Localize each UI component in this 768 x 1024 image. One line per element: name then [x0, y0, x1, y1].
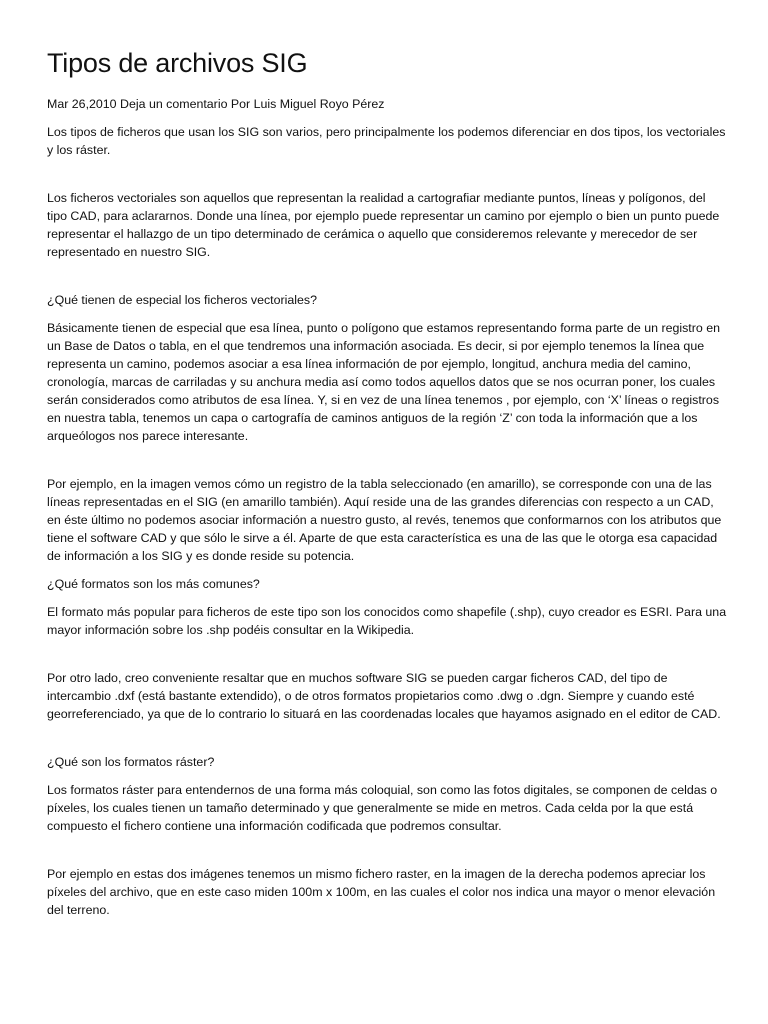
heading-especial-vectoriales: ¿Qué tienen de especial los ficheros vectoriales? [47, 293, 317, 307]
heading-formatos-raster: ¿Qué son los formatos ráster? [47, 755, 215, 769]
page-title: Tipos de archivos SIG [47, 48, 308, 78]
post-meta: Mar 26,2010 Deja un comentario Por Luis Miguel Royo Pérez [47, 97, 385, 111]
paragraph-vectoriales: Los ficheros vectoriales son aquellos que representan la realidad a cartografiar mediante puntos, líneas y polígonos, del tipo CAD, para aclararnos. Donde una línea, por ejemplo puede representar un camino por ejemplo o bien un punto puede representar el hallazgo de un tipo determinado de cerámica o aquello que consideremos relevante y merecedor de ser representado en nuestro SIG. [47, 191, 720, 259]
paragraph-ejemplo-raster: Por ejemplo en estas dos imágenes tenemos un mismo fichero raster, en la imagen de la derecha podemos apreciar los píxeles del archivo, que en este caso miden 100m x 100m, en las cuales el color nos indica una mayor o menor elevación del terreno. [47, 867, 716, 917]
document-page [47, 46, 727, 919]
heading-formatos-comunes: ¿Qué formatos son los más comunes? [47, 577, 260, 591]
paragraph-ejemplo-tabla: Por ejemplo, en la imagen vemos cómo un registro de la tabla seleccionado (en amarillo), se corresponde con una de las líneas representadas en el SIG (en amarillo también). Aquí reside una de las grandes diferencias con respecto a un CAD, en éste último no podemos asociar información a nuestro gusto, al revés, tenemos que conformarnos con los atributos que tiene el software CAD y que sólo le sirve a él. Aparte de que esta característica es una de las que le otorga esa capacidad de información a los SIG y es donde reside su potencia. [47, 477, 722, 563]
paragraph-shapefile: El formato más popular para ficheros de este tipo son los conocidos como shapefile (.shp), cuyo creador es ESRI. Para una mayor información sobre los .shp podéis consultar en la Wikipedia. [47, 605, 727, 637]
paragraph-intro: Los tipos de ficheros que usan los SIG son varios, pero principalmente los podemos diferenciar en dos tipos, los vectoriales y los ráster. [47, 125, 726, 157]
paragraph-atributos: Básicamente tienen de especial que esa línea, punto o polígono que estamos representando forma parte de un registro en un Base de Datos o tabla, en el que tendremos una información asociada. Es decir, si por ejemplo tenemos la línea que representa un camino, podemos asociar a esa línea información de por ejemplo, longitud, anchura media del camino, cronología, marcas de carriladas y su anchura media así como todos aquellos datos que se nos ocurran poner, los cuales serán considerados como atributos de esa línea. Y, si en vez de una línea tenemos , por ejemplo, con ‘X’ líneas o registros en nuestra tabla, tenemos un capa o cartografía de caminos antiguos de la región ‘Z’ con toda la información que a los arqueólogos nos parece interesante. [47, 321, 720, 443]
paragraph-raster: Los formatos ráster para entendernos de una forma más coloquial, son como las fotos digitales, se componen de celdas o píxeles, los cuales tienen un tamaño determinado y que generalmente se mide en metros. Cada celda por la que está compuesto el fichero contiene una información codificada que podremos consultar. [47, 783, 718, 833]
paragraph-cad: Por otro lado, creo conveniente resaltar que en muchos software SIG se pueden cargar ficheros CAD, del tipo de intercambio .dxf (está bastante extendido), o de otros formatos propietarios como .dwg o .dgn. Siempre y cuando esté georreferenciado, ya que de lo contrario lo situará en las coordenadas locales que hayamos asignado en el editor de CAD. [47, 671, 721, 721]
